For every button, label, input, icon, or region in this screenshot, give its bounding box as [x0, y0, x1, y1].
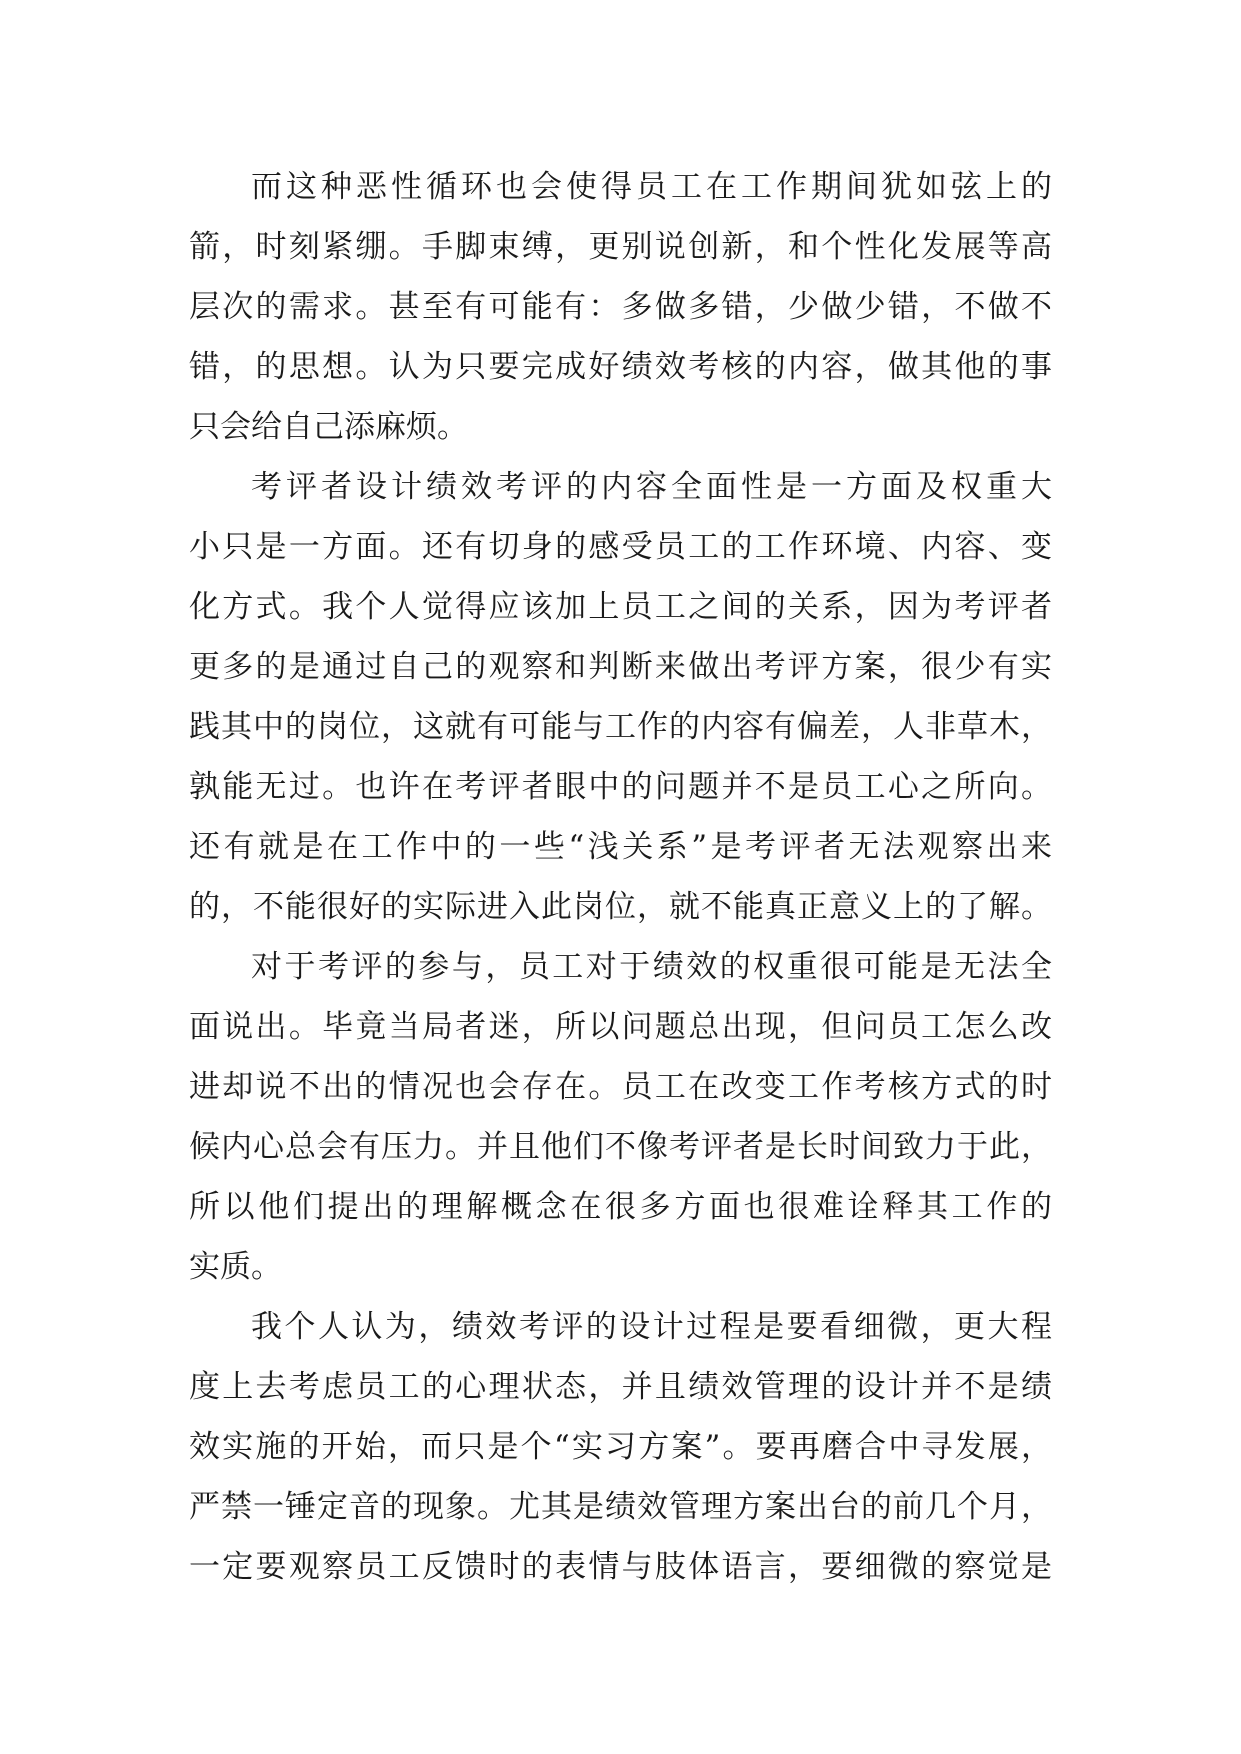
paragraph-3 [189, 937, 1052, 1297]
text-line: 箭，时刻紧绷。手脚束缚，更别说创新，和个性化发展等高 [189, 229, 1052, 265]
text-line: 度上去考虑员工的心理状态，并且绩效管理的设计并不是绩 [189, 1369, 1052, 1405]
text-line: 孰能无过。也许在考评者眼中的问题并不是员工心之所向。 [189, 769, 1052, 805]
text-line: 所以他们提出的理解概念在很多方面也很难诠释其工作的 [189, 1189, 1052, 1225]
paragraph-4 [189, 1297, 1052, 1597]
text-line: 践其中的岗位，这就有可能与工作的内容有偏差，人非草木， [189, 709, 1052, 745]
text-line: 效实施的开始，而只是个“实习方案”。要再磨合中寻发展， [189, 1429, 1052, 1465]
text-line: 对于考评的参与，员工对于绩效的权重很可能是无法全 [251, 949, 1052, 985]
text-line: 更多的是通过自己的观察和判断来做出考评方案，很少有实 [189, 649, 1052, 685]
paragraph-1 [189, 157, 1052, 457]
text-line: 严禁一锤定音的现象。尤其是绩效管理方案出台的前几个月， [189, 1489, 1052, 1525]
text-line: 面说出。毕竟当局者迷，所以问题总出现，但问员工怎么改 [189, 1009, 1052, 1045]
text-line: 实质。 [189, 1249, 282, 1285]
text-line: 候内心总会有压力。并且他们不像考评者是长时间致力于此， [189, 1129, 1052, 1165]
text-line: 还有就是在工作中的一些“浅关系”是考评者无法观察出来 [189, 829, 1052, 865]
text-line: 的，不能很好的实际进入此岗位，就不能真正意义上的了解。 [189, 889, 1052, 925]
text-line: 而这种恶性循环也会使得员工在工作期间犹如弦上的 [251, 169, 1052, 205]
text-line: 只会给自己添麻烦。 [189, 409, 468, 445]
text-line: 一定要观察员工反馈时的表情与肢体语言，要细微的察觉是 [189, 1549, 1052, 1585]
text-line: 错，的思想。认为只要完成好绩效考核的内容，做其他的事 [189, 349, 1052, 385]
text-line: 层次的需求。甚至有可能有：多做多错，少做少错，不做不 [189, 289, 1052, 325]
paragraph-2 [189, 457, 1052, 937]
text-line: 考评者设计绩效考评的内容全面性是一方面及权重大 [251, 469, 1052, 505]
text-line: 小只是一方面。还有切身的感受员工的工作环境、内容、变 [189, 529, 1052, 565]
document-body [189, 157, 1052, 1597]
text-line: 化方式。我个人觉得应该加上员工之间的关系，因为考评者 [189, 589, 1052, 625]
text-line: 我个人认为，绩效考评的设计过程是要看细微，更大程 [251, 1309, 1052, 1345]
text-line: 进却说不出的情况也会存在。员工在改变工作考核方式的时 [189, 1069, 1052, 1105]
